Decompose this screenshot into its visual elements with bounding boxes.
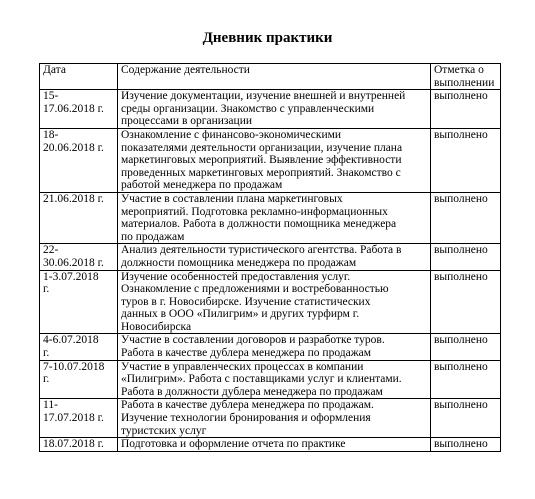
- practice-diary-table: [39, 63, 501, 452]
- row-content: Изучение особенностей предоставления услуг. Ознакомление с предложениями и востребованностью туров в г. Новосибирске. Изучение статистических данных в ООО «Пилигрим» и других турфирм г. Новосибирска: [118, 270, 431, 334]
- row-date: 18- 20.06.2018 г.: [40, 128, 118, 192]
- row-mark: выполнено: [431, 244, 501, 270]
- row-content: Ознакомление с финансово-экономическими показателями деятельности организации, изучение плана маркетинговых мероприятий. Выявление эффективности проведенных маркетинговых мероприятий. Знакомство с работой менеджера по продажам: [118, 128, 431, 192]
- row-content: Работа в качестве дублера менеджера по продажам. Изучение технологии бронирования и оформления туристских услуг: [118, 399, 431, 438]
- table-row: [40, 438, 501, 452]
- row-date: 4-6.07.2018 г.: [40, 334, 118, 360]
- row-mark: выполнено: [431, 128, 501, 192]
- column-header-mark: Отметка о выполнении: [431, 64, 501, 90]
- table-row: [40, 270, 501, 334]
- row-mark: выполнено: [431, 192, 501, 243]
- column-header-content: Содержание деятельности: [118, 64, 431, 90]
- row-date: 22- 30.06.2018 г.: [40, 244, 118, 270]
- row-mark: выполнено: [431, 360, 501, 399]
- row-content: Изучение документации, изучение внешней и внутренней среды организации. Знакомство с управленческими процессами в организации: [118, 90, 431, 129]
- table-row: [40, 90, 501, 129]
- row-content: Участие в составлении договоров и разработке туров. Работа в качестве дублера менеджера по продажам: [118, 334, 431, 360]
- row-date: 18.07.2018 г.: [40, 438, 118, 452]
- page-title: Дневник практики: [202, 30, 333, 46]
- row-mark: выполнено: [431, 399, 501, 438]
- table-row: [40, 128, 501, 192]
- table-row: [40, 334, 501, 360]
- row-content: Участие в управленческих процессах в компании «Пилигрим». Работа с поставщиками услуг и клиентами. Работа в должности дублера менеджера по продажам: [118, 360, 431, 399]
- row-mark: выполнено: [431, 90, 501, 129]
- table-header-row: [40, 64, 501, 90]
- row-date: 11- 17.07.2018 г.: [40, 399, 118, 438]
- table-row: [40, 192, 501, 243]
- row-content: Участие в составлении плана маркетинговых мероприятий. Подготовка рекламно-информационных материалов. Работа в должности помощника менеджера по продажам: [118, 192, 431, 243]
- row-mark: выполнено: [431, 270, 501, 334]
- row-date: 21.06.2018 г.: [40, 192, 118, 243]
- row-content: Подготовка и оформление отчета по практике: [118, 438, 431, 452]
- table-row: [40, 244, 501, 270]
- column-header-date: Дата: [40, 64, 118, 90]
- row-date: 15- 17.06.2018 г.: [40, 90, 118, 129]
- row-mark: выполнено: [431, 334, 501, 360]
- row-content: Анализ деятельности туристического агентства. Работа в должности помощника менеджера по продажам: [118, 244, 431, 270]
- table-row: [40, 360, 501, 399]
- row-date: 1-3.07.2018 г.: [40, 270, 118, 334]
- row-mark: выполнено: [431, 438, 501, 452]
- row-date: 7-10.07.2018 г.: [40, 360, 118, 399]
- table-row: [40, 399, 501, 438]
